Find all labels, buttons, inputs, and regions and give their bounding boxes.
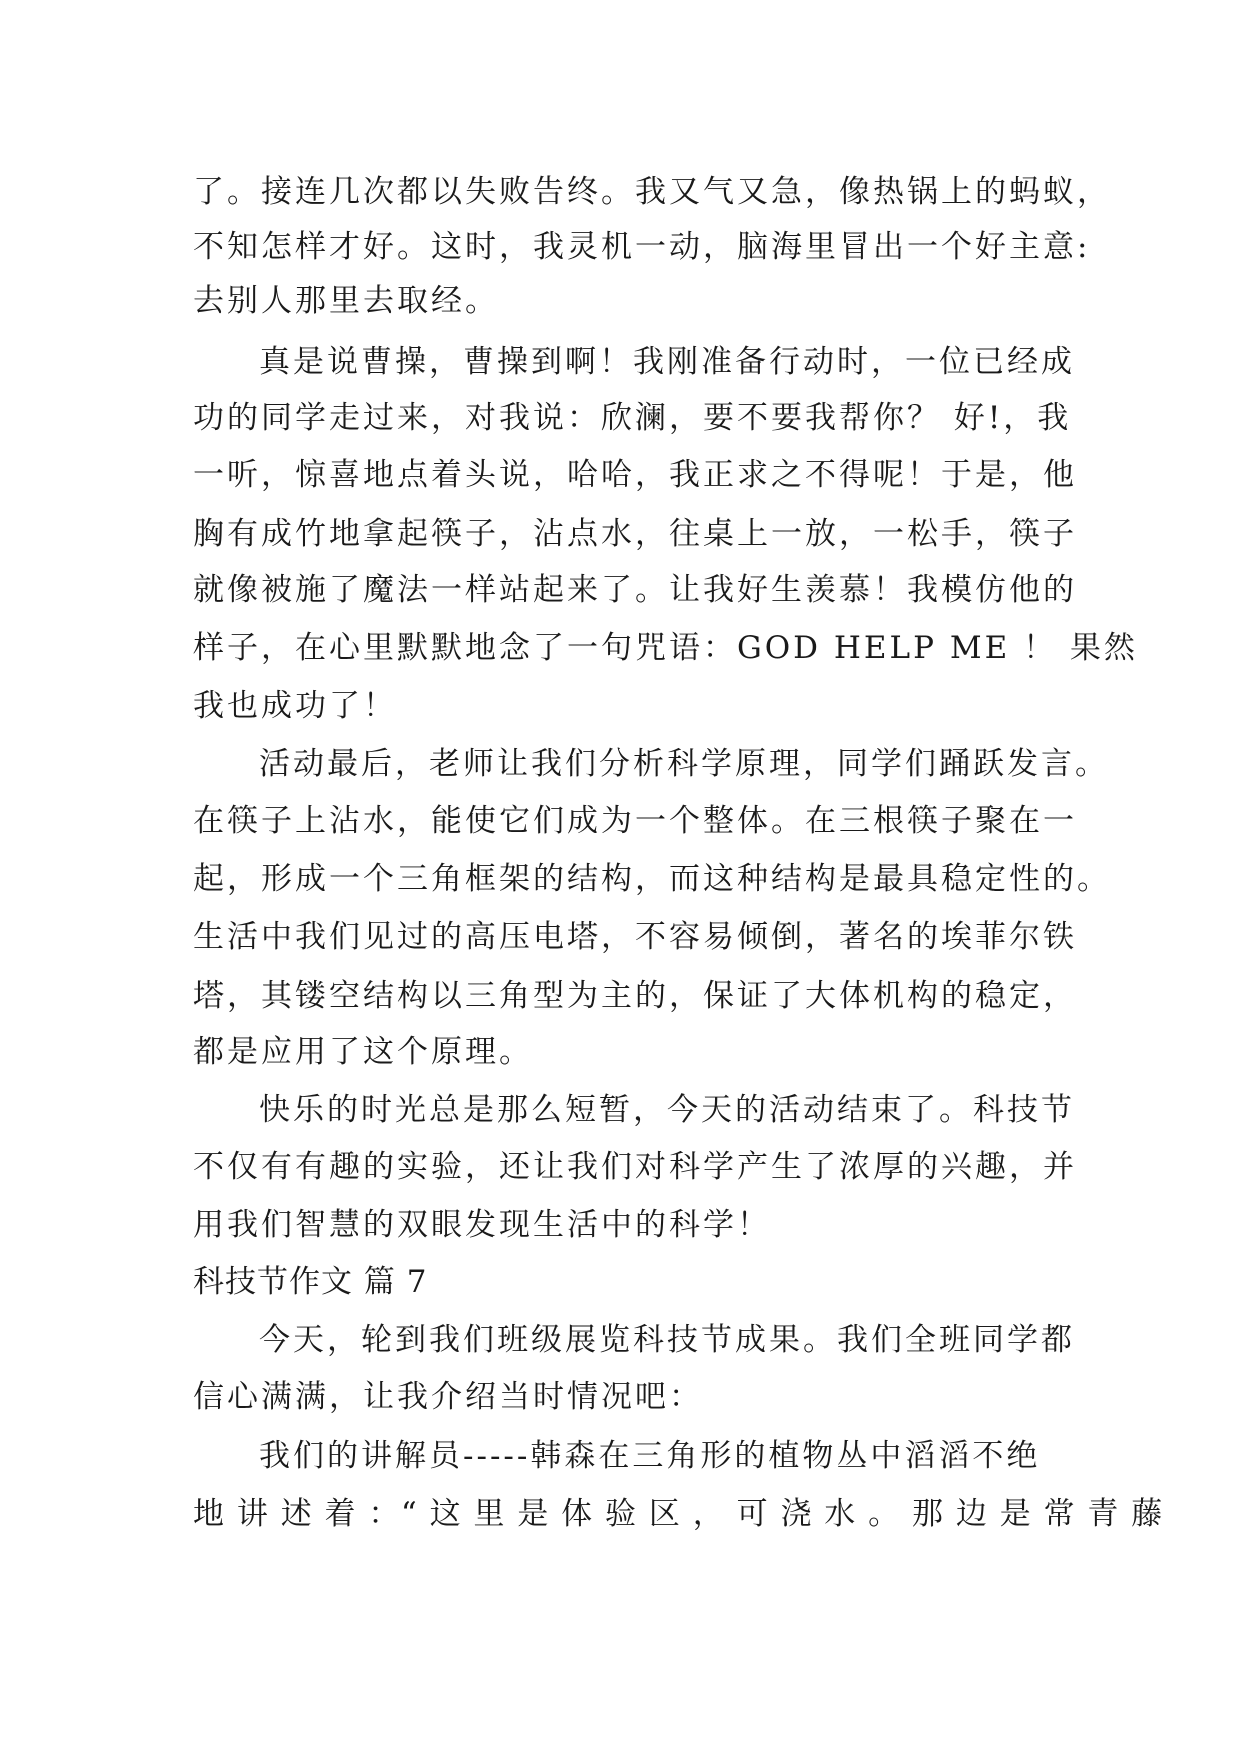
text-line: 起，形成一个三角框架的结构，而这种结构是最具稳定性的。 (193, 861, 1111, 897)
text-line: 去别人那里去取经。 (193, 283, 499, 319)
text-line: 样子，在心里默默地念了一句咒语：GOD HELP ME ！ 果然 (193, 630, 1138, 666)
text-line: 地 讲 述 着 ：“ 这 里 是 体 验 区 ， 可 浇 水 。 那 边 是 常 青 藤 (193, 1496, 1164, 1532)
text-line: 都是应用了这个原理。 (193, 1034, 533, 1070)
text-line: 信心满满，让我介绍当时情况吧： (193, 1379, 703, 1415)
text-line: 在筷子上沾水，能使它们成为一个整体。在三根筷子聚在一 (193, 803, 1077, 839)
text-line: 不仅有有趣的实验，还让我们对科学产生了浓厚的兴趣，并 (193, 1149, 1077, 1185)
text-line: 不知怎样才好。这时，我灵机一动，脑海里冒出一个好主意: (193, 229, 1091, 265)
text-line: 胸有成竹地拿起筷子，沾点水，往桌上一放，一松手，筷子 (193, 516, 1077, 552)
paragraph-first-line: 快乐的时光总是那么短暂，今天的活动结束了。科技节 (259, 1092, 1075, 1128)
text-line: 了。接连几次都以失败告终。我又气又急，像热锅上的蚂蚁， (193, 174, 1111, 210)
section-heading: 科技节作文 篇 7 (193, 1264, 428, 1300)
paragraph-first-line: 今天，轮到我们班级展览科技节成果。我们全班同学都 (259, 1322, 1075, 1358)
text-line: 我也成功了！ (193, 688, 397, 724)
text-line: 生活中我们见过的高压电塔，不容易倾倒，著名的埃菲尔铁 (193, 919, 1077, 955)
text-line: 用我们智慧的双眼发现生活中的科学！ (193, 1207, 771, 1243)
text-line: 一听，惊喜地点着头说，哈哈，我正求之不得呢！于是，他 (193, 457, 1077, 493)
paragraph-first-line: 活动最后，老师让我们分析科学原理，同学们踊跃发言。 (259, 746, 1109, 782)
text-line: 功的同学走过来，对我说：欣澜，要不要我帮你？ 好!，我 (193, 400, 1072, 436)
text-line: 就像被施了魔法一样站起来了。让我好生羡慕！我模仿他的 (193, 572, 1077, 608)
paragraph-first-line: 真是说曹操，曹操到啊！我刚准备行动时，一位已经成 (259, 344, 1075, 380)
text-line: 塔，其镂空结构以三角型为主的，保证了大体机构的稳定， (193, 978, 1077, 1014)
paragraph-first-line: 我们的讲解员-----韩森在三角形的植物丛中滔滔不绝 (259, 1438, 1041, 1474)
